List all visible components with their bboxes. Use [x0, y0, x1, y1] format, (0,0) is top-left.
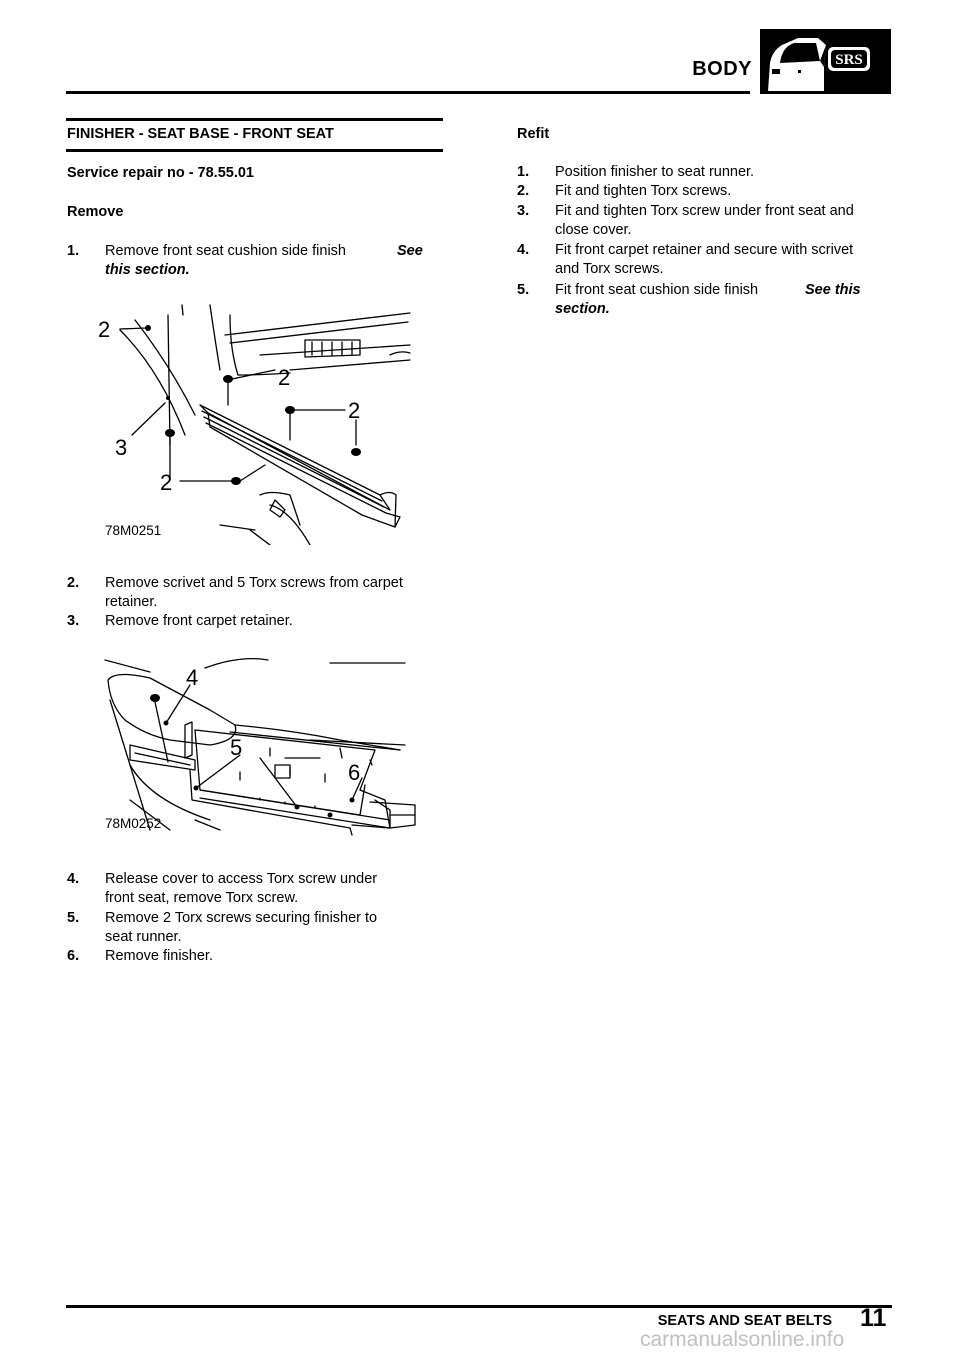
- refit-step-5: [517, 281, 897, 321]
- step-number: 5.: [67, 910, 80, 926]
- remove-step-1: [67, 242, 447, 282]
- header-rule: [66, 91, 750, 94]
- remove-step-6: [67, 947, 447, 967]
- figure-id: 78M0251: [105, 523, 162, 538]
- figure-id: 78M0252: [105, 816, 162, 831]
- step-number: 2.: [67, 575, 80, 591]
- figure-78M0252: [90, 650, 420, 840]
- section-rule-top: [66, 118, 443, 121]
- step-text: Remove front carpet retainer.: [105, 613, 293, 629]
- step-text-cont: close cover.: [555, 222, 632, 238]
- step-text-cont: seat runner.: [105, 929, 182, 945]
- footer-rule: [66, 1305, 892, 1308]
- step-number: 1.: [517, 164, 530, 180]
- step-number: 5.: [517, 282, 530, 298]
- step-text: Release cover to access Torx screw under: [105, 871, 378, 887]
- step-text: Fit and tighten Torx screws.: [555, 183, 732, 199]
- refit-step-1: [517, 163, 897, 183]
- remove-heading: Remove: [67, 204, 124, 220]
- callout-4: 4: [186, 665, 199, 690]
- step-text-cont: and Torx screws.: [555, 261, 664, 277]
- see-reference-link-cont[interactable]: this section.: [105, 262, 190, 278]
- step-text: Remove 2 Torx screws securing finisher to: [105, 910, 378, 926]
- section-rule-bottom: [66, 149, 443, 152]
- step-number: 4.: [67, 871, 80, 887]
- see-reference-link-cont[interactable]: section.: [555, 301, 610, 317]
- remove-step-4: [67, 870, 447, 910]
- step-number: 1.: [67, 243, 80, 259]
- srs-badge: [760, 29, 891, 94]
- step-text: Remove front seat cushion side finish: [105, 243, 346, 259]
- step-text-cont: front seat, remove Torx screw.: [105, 890, 299, 906]
- step-text: Fit and tighten Torx screw under front seat and: [555, 203, 854, 219]
- step-text: Position finisher to seat runner.: [555, 164, 755, 180]
- step-number: 3.: [517, 203, 530, 219]
- watermark: carmanualsonline.info: [640, 1328, 845, 1351]
- step-text: Remove finisher.: [105, 948, 213, 964]
- srs-text: SRS: [835, 52, 863, 68]
- callout-2-d: 2: [160, 470, 173, 495]
- see-reference-link[interactable]: See this: [805, 282, 861, 298]
- callout-2-a: 2: [98, 317, 111, 342]
- page-number: 11: [860, 1304, 887, 1332]
- section-title: FINISHER - SEAT BASE - FRONT SEAT: [67, 126, 334, 142]
- step-text: Fit front seat cushion side finish: [555, 282, 759, 298]
- callout-5: 5: [230, 735, 243, 760]
- step-number: 6.: [67, 948, 80, 964]
- car-srs-icon: [760, 29, 891, 94]
- figure-78M0251: [90, 295, 420, 545]
- footer-section-title: SEATS AND SEAT BELTS: [657, 1313, 832, 1329]
- refit-heading: Refit: [517, 126, 550, 142]
- refit-step-4: [517, 241, 897, 281]
- step-number: 3.: [67, 613, 80, 629]
- see-reference-link[interactable]: See: [397, 243, 423, 259]
- remove-step-5: [67, 909, 447, 949]
- remove-step-3: [67, 612, 447, 632]
- callout-2-b: 2: [278, 365, 291, 390]
- step-text: Remove scrivet and 5 Torx screws from carpet: [105, 575, 403, 591]
- step-text: Fit front carpet retainer and secure with scrivet: [555, 242, 854, 258]
- refit-step-3: [517, 202, 897, 242]
- callout-3: 3: [115, 435, 128, 460]
- callout-6: 6: [348, 760, 361, 785]
- callout-2-c: 2: [348, 398, 361, 423]
- page-header-title: BODY: [692, 58, 752, 80]
- refit-step-2: [517, 182, 897, 202]
- remove-step-2: [67, 574, 447, 614]
- step-number: 2.: [517, 183, 530, 199]
- step-number: 4.: [517, 242, 530, 258]
- step-text-cont: retainer.: [105, 594, 158, 610]
- service-repair-number: Service repair no - 78.55.01: [67, 165, 254, 181]
